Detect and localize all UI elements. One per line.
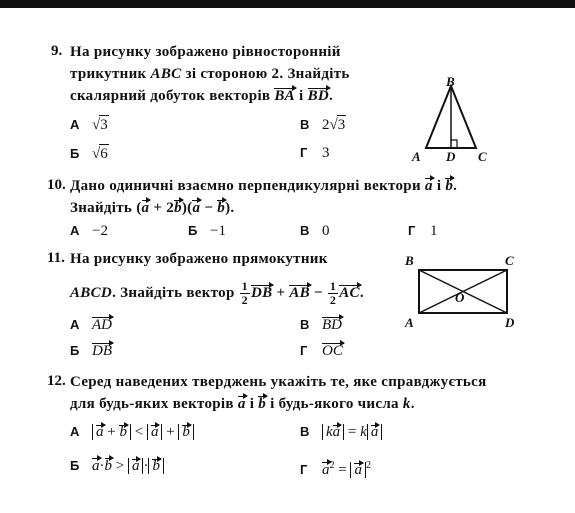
q11-option-a[interactable]: А AD (70, 317, 112, 333)
q12-number: 12. (47, 373, 66, 389)
q10-number: 10. (47, 177, 66, 193)
q12-line2: для будь-яких векторів a і b і будь-якого числа k. (70, 396, 415, 412)
q9-line3: скалярний добуток векторів BA і BD. (70, 88, 334, 104)
rectangle-label-c: C (505, 253, 514, 268)
q11-option-b[interactable]: Б DB (70, 343, 112, 359)
rectangle-label-b: B (405, 253, 414, 268)
rectangle-figure (415, 265, 515, 320)
triangle-label-a: A (412, 149, 421, 164)
q10-option-a[interactable]: А −2 (70, 223, 108, 239)
q11-line1: На рисунку зображено прямокутник (70, 251, 328, 267)
q10-line1: Дано одиничні взаємно перпендикулярні вектори a і b. (70, 178, 458, 194)
q12-option-g[interactable]: Г $a^2 = a$ $^2$ (300, 460, 371, 478)
q9-number: 9. (51, 43, 63, 59)
q12-option-b[interactable]: Б a·b > a · b (70, 457, 164, 476)
q12-option-a[interactable]: А a + b < a + b (70, 423, 194, 442)
q9-option-b[interactable]: Б √6 (70, 146, 108, 162)
q9-option-g[interactable]: Г 3 (300, 145, 330, 161)
rectangle-label-d: D (505, 315, 515, 330)
q10-option-g[interactable]: Г 1 (408, 223, 438, 239)
q11-number: 11. (47, 250, 65, 266)
q9-line2: трикутник ABC зі стороною 2. Знайдіть (70, 66, 350, 82)
q9-option-a[interactable]: А √3 (70, 117, 108, 133)
q9-line1: На рисунку зображено рівносторонній (70, 44, 341, 60)
q11-option-v[interactable]: В BD (300, 317, 342, 333)
q10-line2: Знайдіть (a + 2b)(a − b). (70, 200, 235, 216)
q12-option-v[interactable]: В ka = k a (300, 423, 382, 442)
triangle-label-d: D (446, 149, 456, 164)
rectangle-label-o: O (455, 290, 465, 305)
q11-option-g[interactable]: Г OC (300, 343, 343, 359)
triangle-figure (410, 78, 500, 158)
triangle-label-c: C (478, 149, 487, 164)
q9-option-v[interactable]: В 2√3 (300, 117, 346, 133)
top-border (0, 0, 575, 8)
q11-line2: ABCD. Знайдіть вектор $\frac{1}{2}$ DB + AB − $\frac{1}{2}$ AC. (70, 279, 364, 307)
q12-line1: Серед наведених тверджень укажіть те, яке справджується (70, 374, 487, 390)
q10-option-v[interactable]: В 0 (300, 223, 330, 239)
triangle-label-b: B (446, 74, 455, 89)
q10-option-b[interactable]: Б −1 (188, 223, 226, 239)
rectangle-label-a: A (405, 315, 414, 330)
